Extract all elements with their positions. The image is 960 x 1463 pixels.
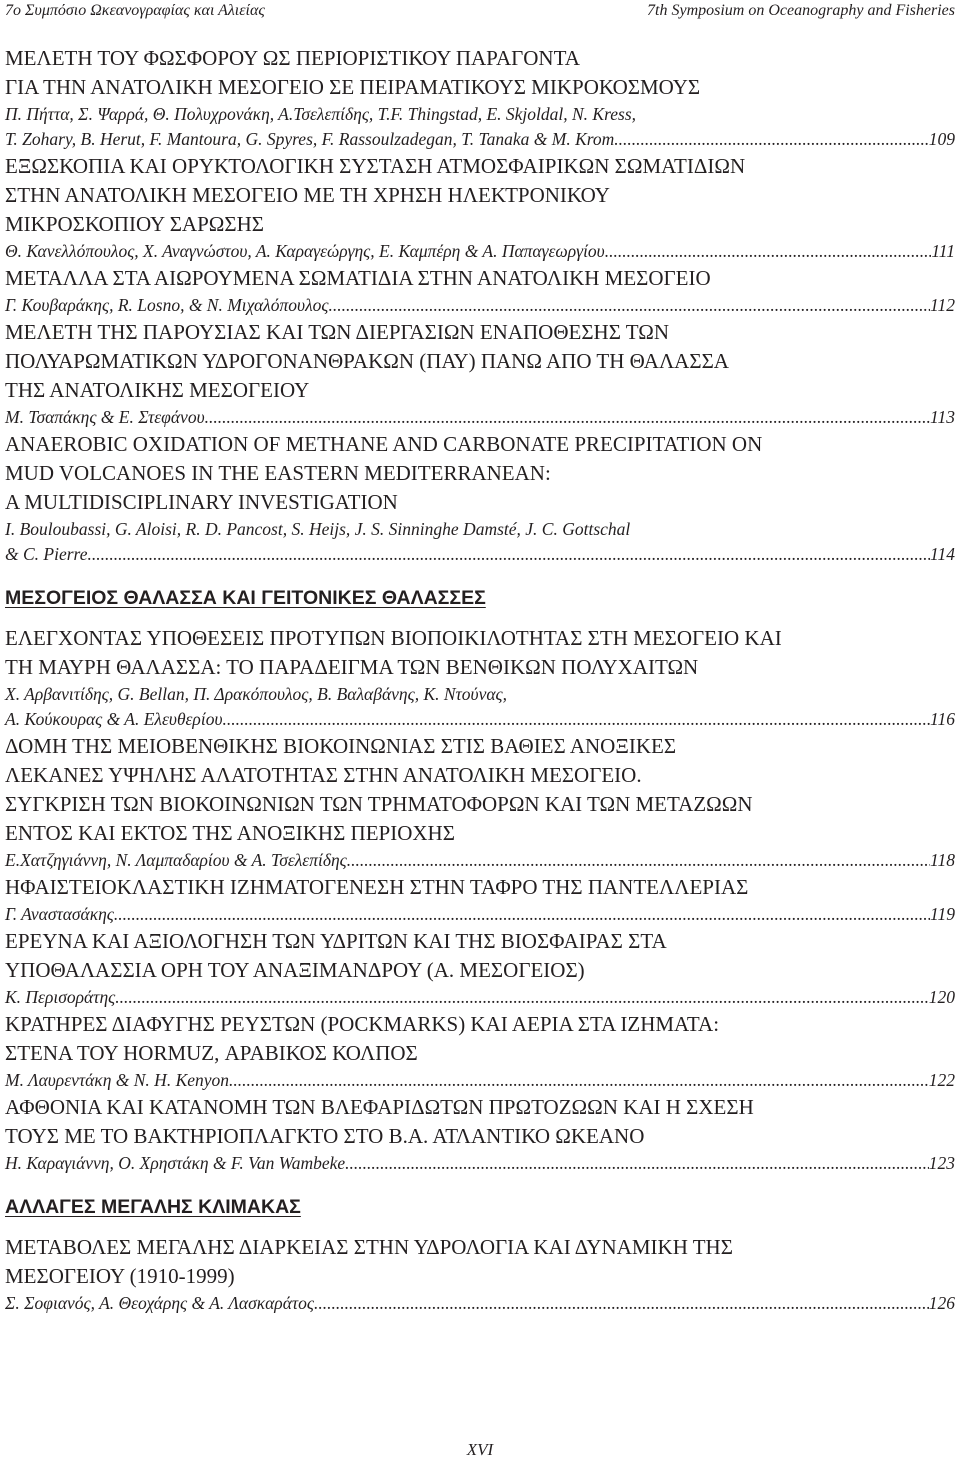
entry-title-line: ΚΡΑΤΗΡΕΣ ΔΙΑΦΥΓΗΣ ΡΕΥΣΤΩΝ (POCKMARKS) ΚΑΙ ΑΕΡΙΑ ΣΤΑ ΙΖΗΜΑΤΑ: [5,1012,720,1036]
entry-authors-line: Π. Πήττα, Σ. Ψαρρά, Θ. Πολυχρονάκη, Α.Τσελεπίδης, T.F. Thingstad, E. Skjoldal, N. Kress, [5,104,637,124]
entry-authors-page-line [5,848,955,873]
entry-title-line: ΜΕΣΟΓΕΙΟΥ (1910-1999) [5,1264,235,1288]
entry-page-number: 113 [930,407,955,427]
table-of-contents [5,44,955,1316]
dot-leader [314,1291,929,1316]
dot-leader [115,985,929,1010]
running-header [5,2,955,24]
toc-entry[interactable] [5,44,955,152]
dot-leader [347,848,930,873]
entry-authors: Μ. Λαυρεντάκη & N. H. Kenyon [5,1070,230,1090]
toc-entry[interactable] [5,152,955,264]
entry-authors-page-line [5,127,955,152]
entry-authors-page-line [5,707,955,732]
entry-title-line: ΣΤΗΝ ΑΝΑΤΟΛΙΚΗ ΜΕΣΟΓΕΙΟ ΜΕ ΤΗ ΧΡΗΣΗ ΗΛΕΚΤΡΟΝΙΚΟΥ [5,183,610,207]
entry-title-line: MUD VOLCANOES IN THE EASTERN MEDITERRANEAN: [5,461,551,485]
entry-authors-page-line [5,293,955,318]
dot-leader [205,405,930,430]
toc-entry[interactable] [5,430,955,567]
entry-authors: Σ. Σοφιανός, Α. Θεοχάρης & Α. Λασκαράτος [5,1293,314,1313]
entry-title-line: ΣΥΓΚΡΙΣΗ ΤΩΝ ΒΙΟΚΟΙΝΩΝΙΩΝ ΤΩΝ ΤΡΗΜΑΤΟΦΟΡΩΝ ΚΑΙ ΤΩΝ ΜΕΤΑΖΩΩΝ [5,792,753,816]
dot-leader [222,707,930,732]
entry-authors-page-line [5,1068,955,1093]
entry-authors-line: Χ. Αρβανιτίδης, G. Bellan, Π. Δρακόπουλος, Β. Βαλαβάνης, Κ. Ντούνας, [5,684,508,704]
toc-entry[interactable] [5,927,955,1010]
entry-title-line: ΕΝΤΟΣ ΚΑΙ ΕΚΤΟΣ ΤΗΣ ΑΝΟΞΙΚΗΣ ΠΕΡΙΟΧΗΣ [5,821,455,845]
entry-title-line: ΤΗ ΜΑΥΡΗ ΘΑΛΑΣΣΑ: ΤΟ ΠΑΡΑΔΕΙΓΜΑ ΤΩΝ ΒΕΝΘΙΚΩΝ ΠΟΛΥΧΑΙΤΩΝ [5,655,699,679]
entry-authors: Γ. Κουβαράκης, R. Losno, & Ν. Μιχαλόπουλος [5,295,329,315]
entry-title-line: ΜΕΤΑΛΛΑ ΣΤΑ ΑΙΩΡΟΥΜΕΝΑ ΣΩΜΑΤΙΔΙΑ ΣΤΗΝ ΑΝΑΤΟΛΙΚΗ ΜΕΣΟΓΕΙΟ [5,266,711,290]
entry-title-line: ΕΛΕΓΧΟΝΤΑΣ ΥΠΟΘΕΣΕΙΣ ΠΡΟΤΥΠΩΝ ΒΙΟΠΟΙΚΙΛΟΤΗΤΑΣ ΣΤΗ ΜΕΣΟΓΕΙΟ ΚΑΙ [5,626,782,650]
entry-authors-page-line [5,985,955,1010]
section-heading: ΑΛΛΑΓΕΣ ΜΕΓΑΛΗΣ ΚΛΙΜΑΚΑΣ [5,1196,301,1218]
entry-authors-page-line [5,405,955,430]
entry-page-number: 114 [930,544,955,564]
entry-title-line: ΠΟΛΥΑΡΩΜΑΤΙΚΩΝ ΥΔΡΟΓΟΝΑΝΘΡΑΚΩΝ (ΠΑΥ) ΠΑΝΩ ΑΠΟ ΤΗ ΘΑΛΑΣΣΑ [5,349,729,373]
entry-authors: T. Zohary, B. Herut, F. Mantoura, G. Spyres, F. Rassoulzadegan, T. Tanaka & M. Krom [5,129,615,149]
entry-authors-page-line [5,1151,955,1176]
dot-leader [229,1068,929,1093]
entry-title-line: ΜΕΛΕΤΗ ΤΟΥ ΦΩΣΦΟΡΟΥ ΩΣ ΠΕΡΙΟΡΙΣΤΙΚΟΥ ΠΑΡΑΓΟΝΤΑ [5,46,580,70]
entry-authors-page-line [5,902,955,927]
section-heading: ΜΕΣΟΓΕΙΟΣ ΘΑΛΑΣΣΑ ΚΑΙ ΓΕΙΤΟΝΙΚΕΣ ΘΑΛΑΣΣΕΣ [5,587,486,609]
entry-title-line: ΗΦΑΙΣΤΕΙΟΚΛΑΣΤΙΚΗ ΙΖΗΜΑΤΟΓΕΝΕΣΗ ΣΤΗΝ ΤΑΦΡΟ ΤΗΣ ΠΑΝΤΕΛΛΕΡΙΑΣ [5,875,749,899]
toc-entry[interactable] [5,264,955,318]
entry-authors: & C. Pierre [5,544,88,564]
entry-page-number: 120 [928,987,955,1007]
entry-page-number: 109 [928,129,955,149]
entry-title-line: ΛΕΚΑΝΕΣ ΥΨΗΛΗΣ ΑΛΑΤΟΤΗΤΑΣ ΣΤΗΝ ΑΝΑΤΟΛΙΚΗ ΜΕΣΟΓΕΙΟ. [5,763,642,787]
page-number: XVI [466,1440,494,1459]
entry-authors-page-line [5,1291,955,1316]
entry-title-line: ΔΟΜΗ ΤΗΣ ΜΕΙΟΒΕΝΘΙΚΗΣ ΒΙΟΚΟΙΝΩΝΙΑΣ ΣΤΙΣ ΒΑΘΙΕΣ ΑΝΟΞΙΚΕΣ [5,734,677,758]
entry-authors: Κ. Περισοράτης [5,987,116,1007]
toc-entry[interactable] [5,732,955,873]
toc-entry[interactable] [5,1233,955,1316]
entry-title-line: ΑΦΘΟΝΙΑ ΚΑΙ ΚΑΤΑΝΟΜΗ ΤΩΝ ΒΛΕΦΑΡΙΔΩΤΩΝ ΠΡΩΤΟΖΩΩΝ ΚΑΙ Η ΣΧΕΣΗ [5,1095,754,1119]
entry-page-number: 126 [928,1293,955,1313]
entry-title-line: ΜΕΤΑΒΟΛΕΣ ΜΕΓΑΛΗΣ ΔΙΑΡΚΕΙΑΣ ΣΤΗΝ ΥΔΡΟΛΟΓΙΑ ΚΑΙ ΔΥΝΑΜΙΚΗ ΤΗΣ [5,1235,733,1259]
entry-page-number: 112 [930,295,955,315]
dot-leader [605,239,932,264]
entry-page-number: 119 [930,904,955,924]
entry-page-number: 123 [928,1153,955,1173]
dot-leader [114,902,930,927]
entry-authors: Η. Καραγιάννη, Ο. Χρηστάκη & F. Van Wambeke [5,1153,346,1173]
entry-title-line: ΕΡΕΥΝΑ ΚΑΙ ΑΞΙΟΛΟΓΗΣΗ ΤΩΝ ΥΔΡΙΤΩΝ ΚΑΙ ΤΗΣ ΒΙΟΣΦΑΙΡΑΣ ΣΤΑ [5,929,667,953]
toc-entry[interactable] [5,318,955,430]
entry-page-number: 118 [930,850,955,870]
entry-authors-page-line [5,542,955,567]
entry-title-line: ΜΙΚΡΟΣΚΟΠΙΟΥ ΣΑΡΩΣΗΣ [5,212,264,236]
entry-authors: Γ. Αναστασάκης [5,904,114,924]
dot-leader [87,542,930,567]
entry-authors-line: I. Bouloubassi, G. Aloisi, R. D. Pancost, S. Heijs, J. S. Sinninghe Damsté, J. C. Gottschal [5,519,631,539]
entry-title-line: ΤΗΣ ΑΝΑΤΟΛΙΚΗΣ ΜΕΣΟΓΕΙΟΥ [5,378,310,402]
entries-group-2 [5,624,955,1176]
toc-entry[interactable] [5,873,955,927]
entry-title-line: ΕΞΩΣΚΟΠΙΑ ΚΑΙ ΟΡΥΚΤΟΛΟΓΙΚΗ ΣΥΣΤΑΣΗ ΑΤΜΟΣΦΑΙΡΙΚΩΝ ΣΩΜΑΤΙΔΙΩΝ [5,154,746,178]
entry-page-number: 111 [931,241,955,261]
header-right: 7th Symposium on Oceanography and Fisheries [647,2,955,19]
entry-authors: Α. Κούκουρας & Α. Ελευθερίου [5,709,223,729]
entry-authors-page-line [5,239,955,264]
entry-page-number: 122 [928,1070,955,1090]
dot-leader [614,127,928,152]
entry-authors: Θ. Κανελλόπουλος, Χ. Αναγνώστου, Α. Καραγεώργης, Ε. Καμπέρη & Α. Παπαγεωργίου [5,241,605,261]
dot-leader [345,1151,929,1176]
entry-authors: Μ. Τσαπάκης & Ε. Στεφάνου [5,407,205,427]
toc-entry[interactable] [5,1093,955,1176]
entry-title-line: ANAEROBIC OXIDATION OF METHANE AND CARBONATE PRECIPITATION ON [5,432,763,456]
toc-entry[interactable] [5,624,955,732]
entry-page-number: 116 [930,709,955,729]
entry-title-line: ΥΠΟΘΑΛΑΣΣΙΑ ΟΡΗ ΤΟΥ ΑΝΑΞΙΜΑΝΔΡΟΥ (Α. ΜΕΣΟΓΕΙΟΣ) [5,958,585,982]
header-left: 7ο Συμπόσιο Ωκεανογραφίας και Αλιείας [5,2,265,19]
entries-group-1 [5,44,955,567]
dot-leader [329,293,931,318]
entry-title-line: ΓΙΑ ΤΗΝ ΑΝΑΤΟΛΙΚΗ ΜΕΣΟΓΕΙΟ ΣΕ ΠΕΙΡΑΜΑΤΙΚΟΥΣ ΜΙΚΡΟΚΟΣΜΟΥΣ [5,75,701,99]
entries-group-3 [5,1233,955,1316]
entry-title-line: ΤΟΥΣ ΜΕ ΤΟ ΒΑΚΤΗΡΙΟΠΛΑΓΚΤΟ ΣΤΟ Β.Α. ΑΤΛΑΝΤΙΚΟ ΩΚΕΑΝΟ [5,1124,645,1148]
entry-authors: Ε.Χατζηγιάννη, Ν. Λαμπαδαρίου & Α. Τσελεπίδης [5,850,347,870]
toc-entry[interactable] [5,1010,955,1093]
entry-title-line: ΜΕΛΕΤΗ ΤΗΣ ΠΑΡΟΥΣΙΑΣ ΚΑΙ ΤΩΝ ΔΙΕΡΓΑΣΙΩΝ ΕΝΑΠΟΘΕΣΗΣ ΤΩΝ [5,320,670,344]
entry-title-line: ΣΤΕΝΑ ΤΟΥ HORMUZ, ΑΡΑΒΙΚΟΣ ΚΟΛΠΟΣ [5,1041,418,1065]
entry-title-line: A MULTIDISCIPLINARY INVESTIGATION [5,490,398,514]
